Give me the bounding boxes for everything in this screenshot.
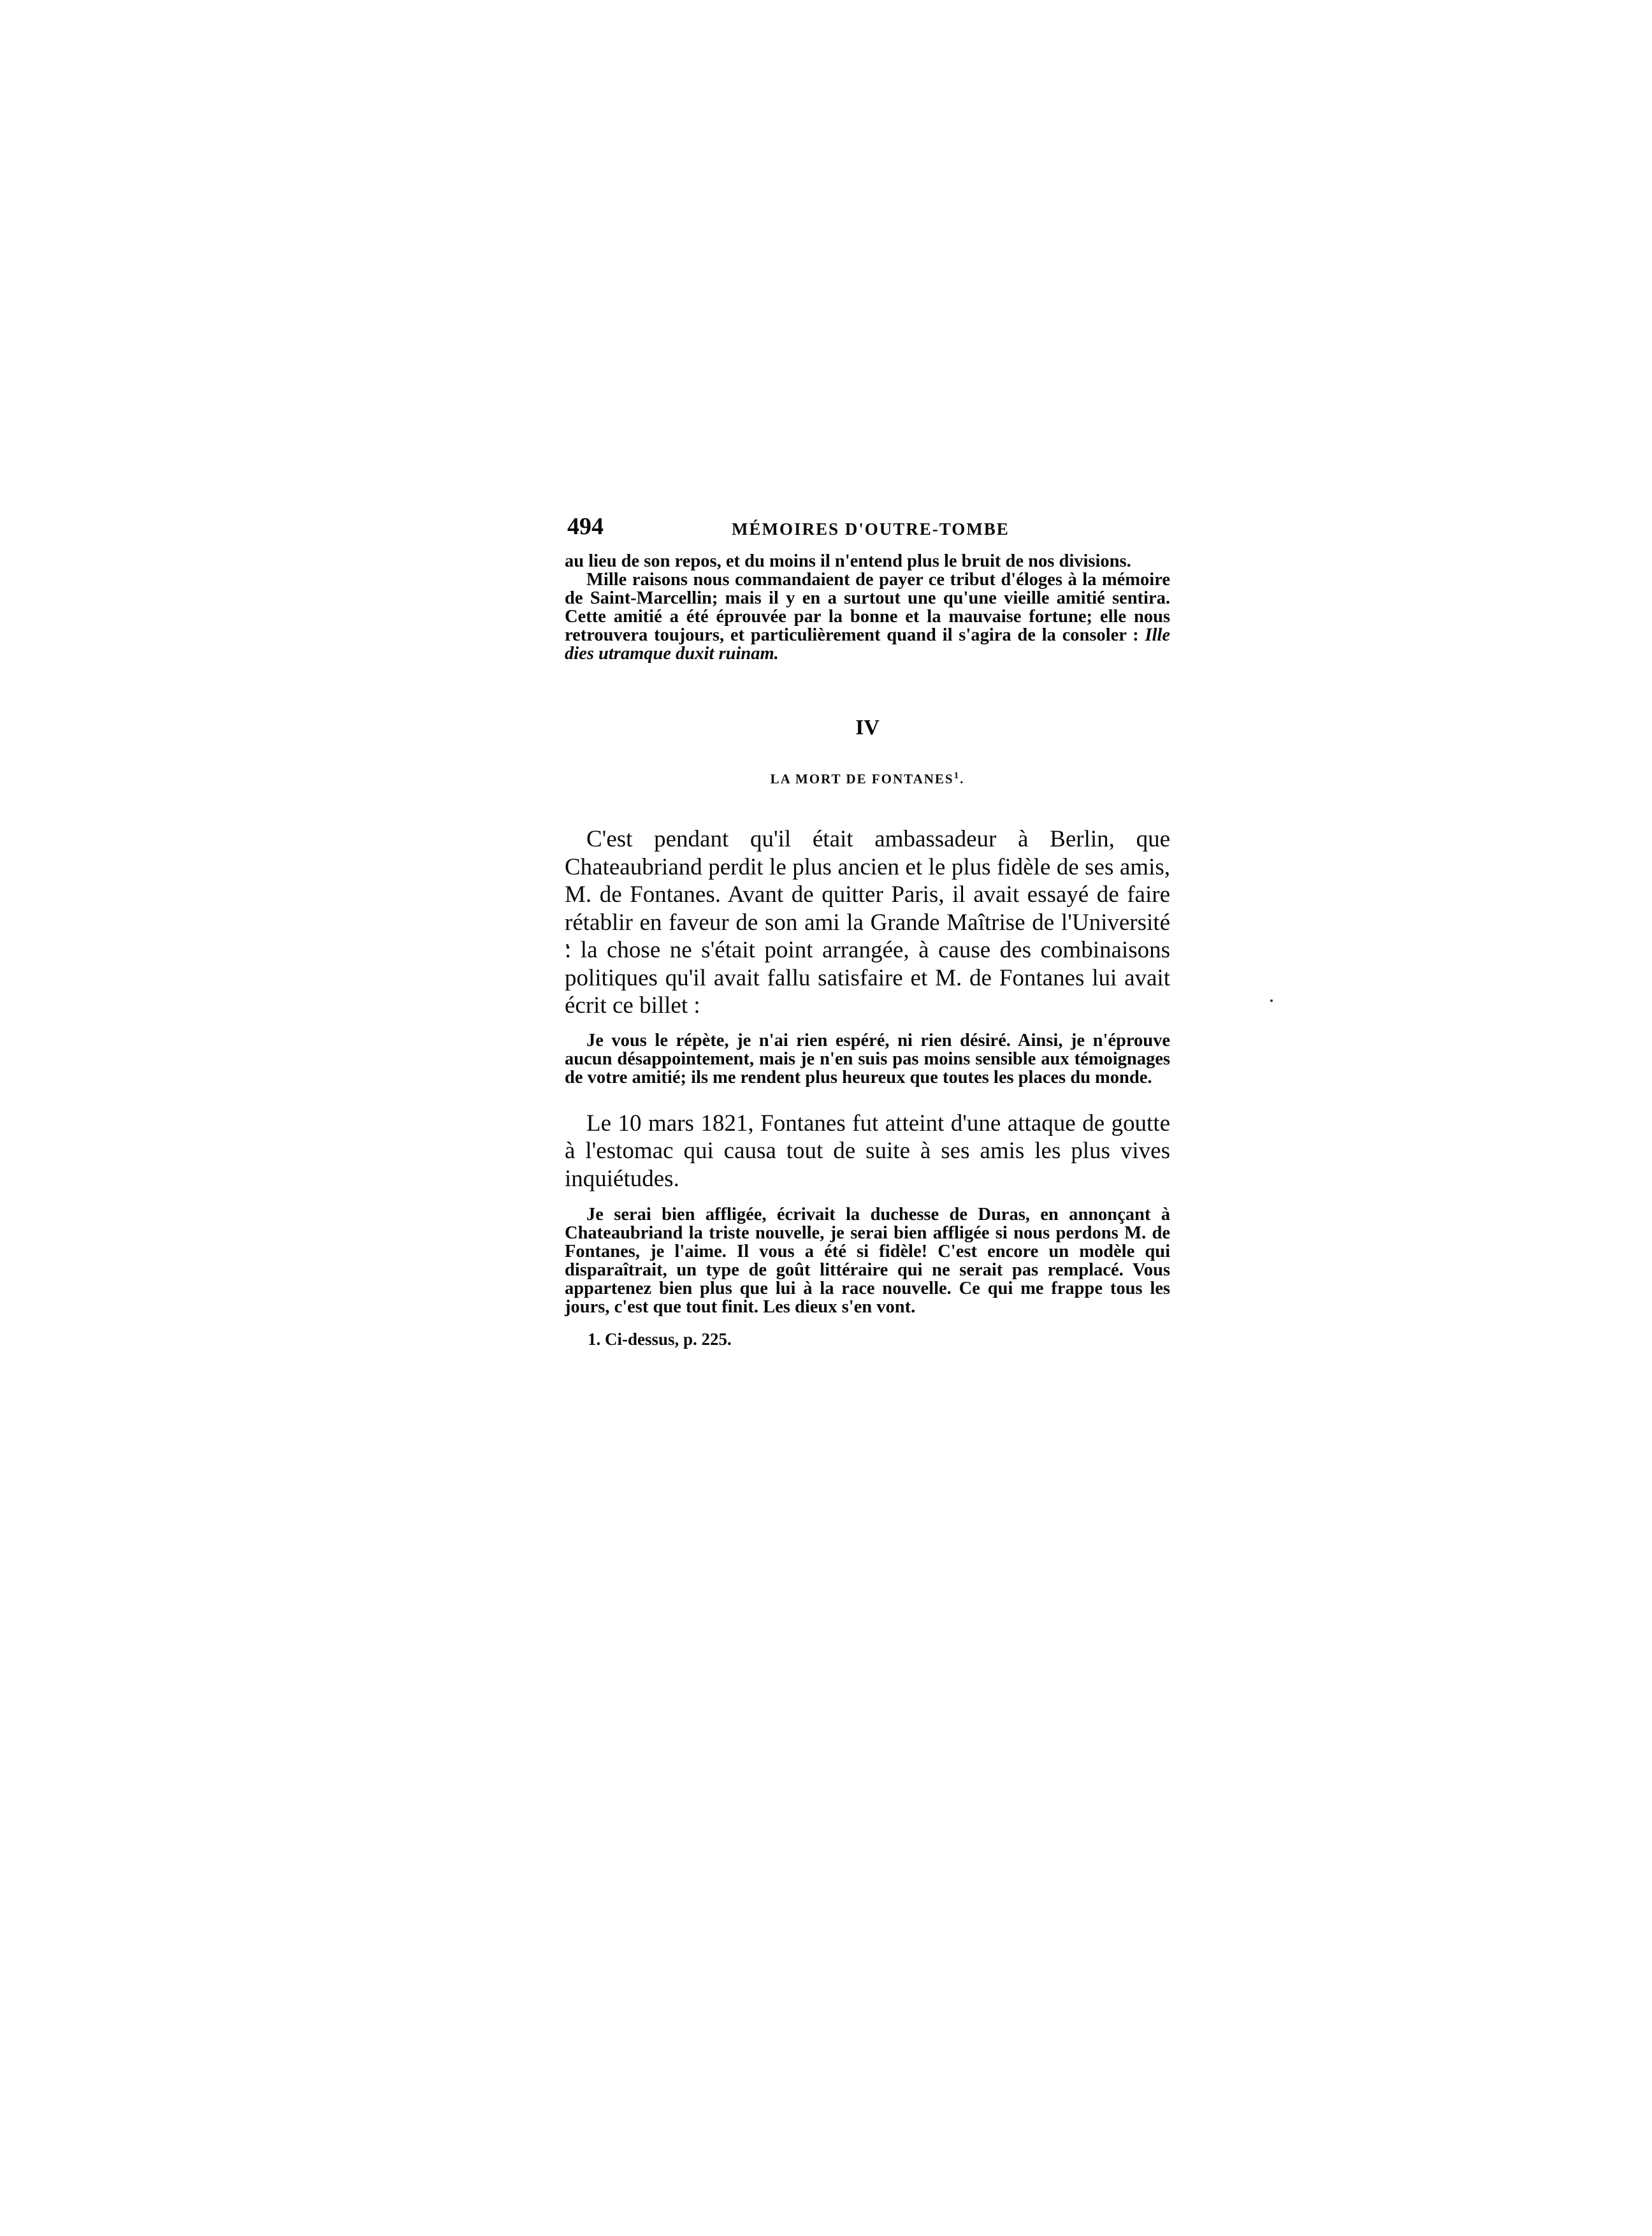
section-number: IV	[855, 716, 880, 739]
scan-speck	[1270, 999, 1273, 1002]
paragraph-10-mars: Le 10 mars 1821, Fontanes fut atteint d'une attaque de goutte à l'estomac qui causa tout de suite à ses amis les plus vives inquiétudes.	[565, 1110, 1170, 1192]
section-title: LA MORT DE FONTANES$^1$.	[770, 771, 965, 787]
fontanes-letter-quote: Je vous le répète, je n'ai rien espéré, ni rien désiré. Ainsi, je n'éprouve aucun désappointement, mais je n'en suis pas moins sensible aux témoignages de votre amitié; ils me rendent plus heureux que toutes les places du monde.	[565, 1030, 1170, 1087]
paragraph-mille-raisons	[565, 570, 1170, 663]
continuation-paragraph: au lieu de son repos, et du moins il n'entend plus le bruit de nos divisions.	[565, 551, 1131, 571]
footnote-reference: 1	[953, 771, 960, 781]
paragraph-mille-text: Mille raisons nous commandaient de payer ce tribut d'éloges à la mémoire de Saint-Marcellin; mais il y en a surtout une qu'une vieille amitié sentira. Cette amitié a été éprouvée par la bonne et la mauvaise fortune; elle nous retrouvera toujours, et particulièrement quand il s'agira de la consoler :	[565, 570, 1170, 645]
running-head	[565, 510, 1170, 543]
footnote: 1. Ci-dessus, p. 225.	[588, 1330, 732, 1349]
page-content	[565, 510, 1170, 1349]
duras-letter-quote: Je serai bien affligée, écrivait la duchesse de Duras, en annonçant à Chateaubriand la triste nouvelle, je serai bien affligée si nous perdons M. de Fontanes, je l'aime. Il vous a été si fidèle! C'est encore un modèle qui disparaîtrait, un type de goût littéraire qui ne serait pas remplacé. Vous appartenez bien plus que lui à la race nouvelle. Ce qui me frappe tous les jours, c'est que tout finit. Les dieux s'en vont.	[565, 1205, 1170, 1317]
latin-quotation: Ille dies utramque duxit ruinam.	[565, 625, 1170, 664]
running-title: MÉMOIRES D'OUTRE-TOMBE	[732, 519, 1010, 539]
page-number: 494	[567, 513, 604, 540]
section-title-text: LA MORT DE FONTANES	[770, 771, 954, 787]
intro-paragraph: C'est pendant qu'il était ambassadeur à Berlin, que Chateaubriand perdit le plus ancien et le plus fidèle de ses amis, M. de Fontanes. Avant de quitter Paris, il avait essayé de faire rétablir en faveur de son ami la Grande Maîtrise de l'Université : la chose ne s'était point arrangée, à cause des combinaisons politiques qu'il avait fallu satisfaire et M. de Fontanes lui avait écrit ce billet :	[565, 826, 1170, 1019]
